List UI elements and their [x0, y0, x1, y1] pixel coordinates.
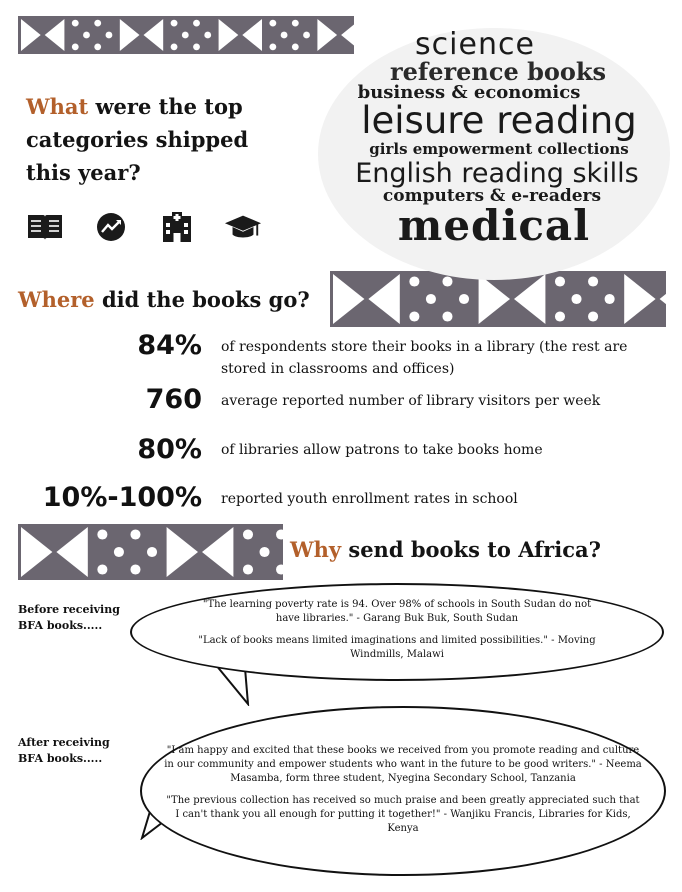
- before-label: Before receiving BFA books.....: [18, 603, 120, 632]
- question-rest: did the books go?: [94, 287, 310, 312]
- stat-description: average reported number of library visitors per week: [221, 393, 601, 409]
- stat-value: 84%: [137, 330, 202, 361]
- cloud-word: business & economics: [357, 82, 581, 103]
- stat-value: 80%: [137, 434, 202, 465]
- cloud-word: medical: [397, 201, 591, 250]
- hospital-icon: [158, 210, 196, 244]
- quote: "The previous collection has received so much praise and been greatly appreciated such that I can't thank you all enough for putting it together!" - Wanjiku Francis, Libraries for Kids, Kenya: [166, 795, 640, 834]
- cloud-word: English reading skills: [355, 158, 639, 189]
- chart-icon: [92, 210, 130, 244]
- quote: "Lack of books means limited imaginations and limited possibilities." - Moving Windmills, Malawi: [198, 635, 596, 660]
- why-question: [290, 537, 601, 562]
- before-quote-bubble: [130, 583, 664, 681]
- stat-value: 760: [145, 384, 202, 415]
- quote: "The learning poverty rate is 94. Over 98% of schools in South Sudan do not have libraries." - Garang Buk Buk, South Sudan: [202, 599, 592, 624]
- question-accent-word: What: [26, 94, 89, 119]
- cloud-word: computers & e-readers: [382, 186, 602, 206]
- book-icon: [26, 210, 64, 244]
- word-cloud: [318, 27, 670, 250]
- category-icons: [26, 210, 262, 244]
- quote: "I am happy and excited that these books we received from you promote reading and culture in our community and empower students who want in the future to be good writers." - Neema Masamba, form three student, Nyegina Secondary School, Tanzania: [164, 745, 642, 784]
- stat-description: reported youth enrollment rates in school: [221, 491, 518, 507]
- question-rest: send books to Africa?: [341, 537, 601, 562]
- cloud-word: reference books: [389, 57, 607, 86]
- question-rest: were the top categories shipped this year?: [26, 94, 249, 185]
- stat-description: of respondents store their books in a library (the rest are stored in classrooms and offices): [221, 339, 628, 377]
- cloud-word: girls empowerment collections: [369, 140, 629, 158]
- question-accent-word: Why: [290, 537, 342, 562]
- graduation-cap-icon: [224, 210, 262, 244]
- cloud-word: leisure reading: [361, 99, 637, 142]
- categories-question: [26, 90, 296, 189]
- destination-question: [18, 287, 310, 312]
- pattern-band-lower: [18, 524, 283, 580]
- stat-value: 10%-100%: [42, 482, 202, 513]
- stat-description: of libraries allow patrons to take books home: [221, 442, 543, 458]
- question-accent-word: Where: [18, 287, 95, 312]
- after-quote-bubble: [140, 706, 666, 876]
- after-label: After receiving BFA books.....: [18, 736, 110, 765]
- cloud-word: science: [415, 27, 535, 62]
